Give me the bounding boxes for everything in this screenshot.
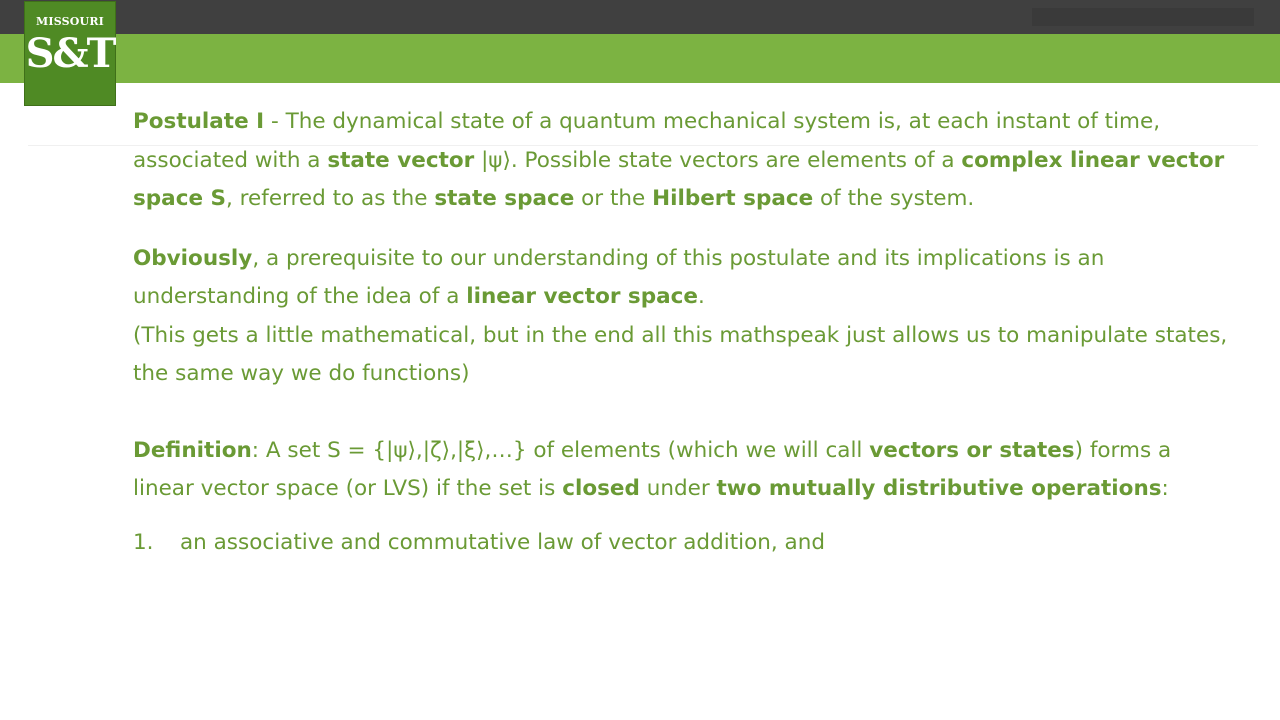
text-run: - The dynamical state of a quantum mechanical system is, at each instant of time, associated with a: [133, 109, 1161, 173]
text-run: or the: [574, 186, 653, 211]
text-run: of the system.: [813, 186, 975, 211]
text-run: under: [639, 476, 717, 501]
list-number: 1.: [133, 529, 154, 555]
text-run: :: [1161, 476, 1169, 501]
obviously-paragraph: [133, 240, 1233, 317]
text-run: ) forms a linear vector space (or LVS) if the set is: [133, 437, 1172, 501]
missouri-st-logo: [25, 2, 115, 105]
text-run: : A set S = {|ψ⟩,|ζ⟩,|ξ⟩,…} of elements (which we will call: [251, 437, 870, 463]
term-closed: closed: [562, 476, 640, 501]
term-linear-vector-space: linear vector space: [466, 284, 698, 309]
term-two-operations: two mutually distributive operations: [716, 476, 1162, 501]
spacer: [133, 394, 1233, 432]
text-run: , referred to as the: [226, 186, 435, 211]
text-run: |ψ⟩. Possible state vectors are elements of a: [474, 147, 962, 173]
logo-main-text: S&T: [25, 30, 115, 77]
term-state-space: state space: [434, 186, 575, 211]
top-bar: [0, 0, 1280, 34]
postulate-paragraph: [133, 103, 1233, 219]
term-definition: Definition: [133, 437, 252, 463]
slide-body: [133, 103, 1233, 562]
green-header-bar: [0, 34, 1280, 83]
definition-paragraph: [133, 432, 1233, 509]
term-hilbert-space: Hilbert space: [652, 186, 814, 211]
list-item: [133, 524, 1233, 563]
aside-paragraph: (This gets a little mathematical, but in the end all this mathspeak just allows us to manipulate states, the same way we do functions): [133, 322, 1228, 386]
term-vectors-or-states: vectors or states: [869, 437, 1075, 463]
logo-top-text: MISSOURI: [35, 15, 105, 28]
postulate-title: Postulate I: [133, 109, 265, 134]
text-run: , a prerequisite to our understanding of this postulate and its implications is an understanding of the idea of a: [133, 245, 1105, 309]
top-bar-accent: [1032, 8, 1254, 26]
list-text: an associative and commutative law of vector addition, and: [180, 529, 825, 555]
term-obviously: Obviously: [133, 245, 253, 271]
text-run: .: [697, 284, 705, 309]
term-state-vector: state vector: [327, 147, 475, 173]
term-complex-lvs: complex linear vector space S: [133, 147, 1225, 211]
